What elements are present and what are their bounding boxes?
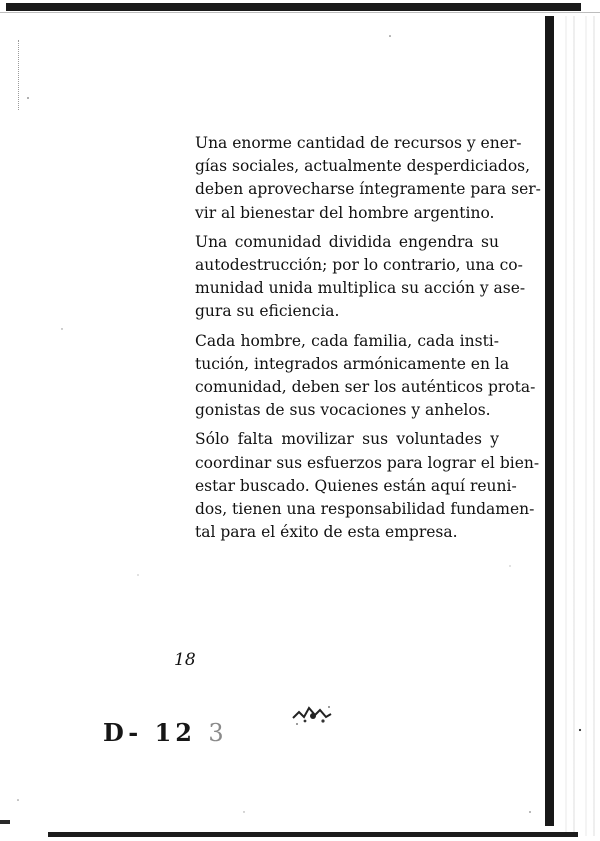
- text-line: dos, tienen una responsabilidad fundamen-: [195, 500, 535, 519]
- text-line: autodestrucción; por lo contrario, una co-: [195, 256, 523, 275]
- text-line: gura su eficiencia.: [195, 302, 340, 321]
- body-text: [174, 132, 541, 550]
- text-line: comunidad, deben ser los auténticos prota-: [195, 378, 536, 397]
- text-line: munidad unida multiplica su acción y ase-: [195, 279, 526, 298]
- text-line: tución, integrados armónicamente en la: [195, 354, 510, 373]
- stamp-code: D- 12: [103, 718, 196, 747]
- text-line: Cada hombre, cada familia, cada insti-: [195, 331, 499, 350]
- archive-stamp: [103, 718, 228, 747]
- text-line: gías sociales, actualmente desperdiciados,: [195, 157, 531, 176]
- ink-smudge-icon: [285, 698, 337, 730]
- text-line: tal para el éxito de esta empresa.: [195, 523, 458, 542]
- paragraph: [174, 330, 536, 423]
- text-line: vir al bienestar del hombre argentino.: [195, 203, 495, 222]
- paragraph: [174, 231, 526, 324]
- text-line: Una enorme cantidad de recursos y ener-: [195, 134, 522, 152]
- page-number: 18: [174, 650, 196, 670]
- text-line: deben aprovecharse íntegramente para ser-: [195, 180, 541, 199]
- text-line: gonistas de sus vocaciones y anhelos.: [195, 401, 491, 420]
- paragraph: [174, 132, 541, 225]
- stamp-faint-digit: 3: [208, 719, 228, 747]
- paragraph: [174, 428, 540, 544]
- text-line: coordinar sus esfuerzos para lograr el bien-: [195, 453, 540, 472]
- text-line: Sólo falta movilizar sus voluntades y: [195, 430, 499, 449]
- text-line: estar buscado. Quienes están aquí reuni-: [195, 476, 517, 495]
- text-line: Una comunidad dividida engendra su: [195, 232, 499, 251]
